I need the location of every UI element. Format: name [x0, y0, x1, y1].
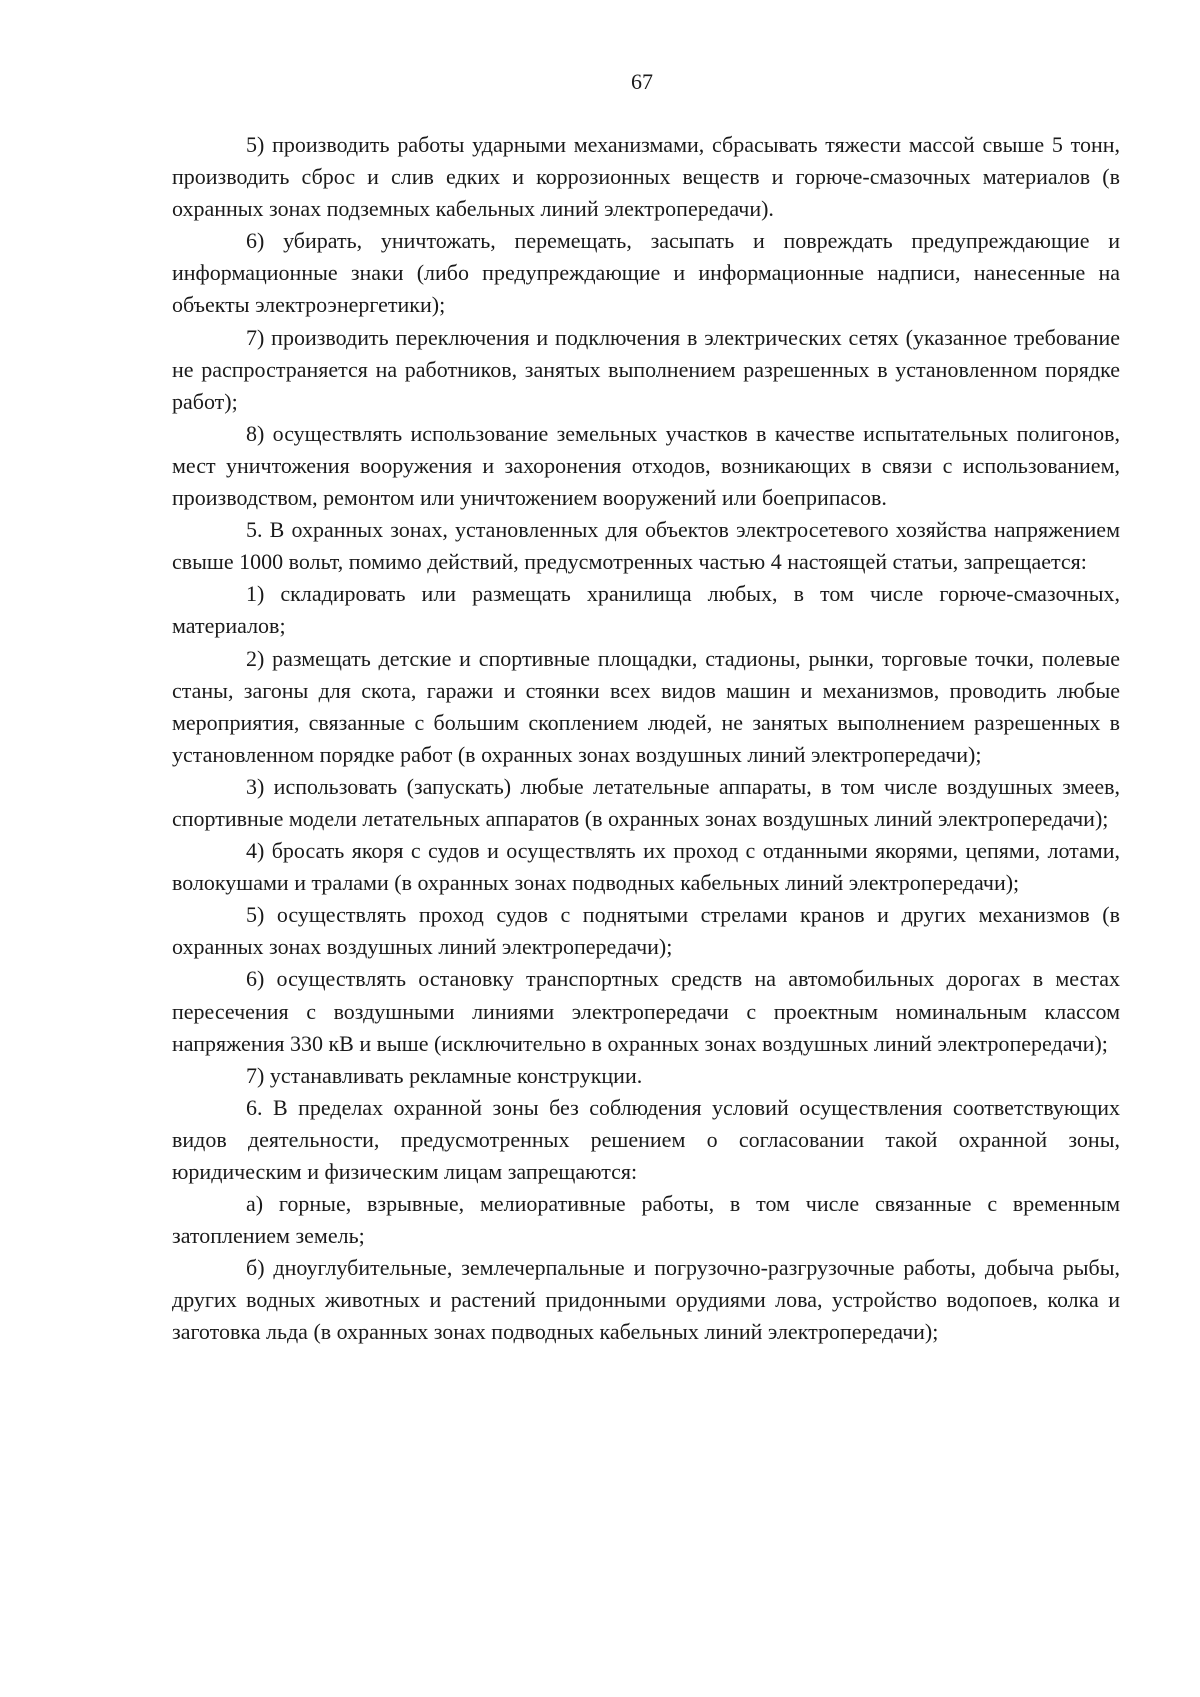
paragraph-5-1: 1) складировать или размещать хранилища любых, в том числе горюче-смазочных, материалов;: [172, 581, 1120, 639]
document-body: [172, 129, 1120, 1349]
paragraph-6-a: а) горные, взрывные, мелиоративные работы, в том числе связанные с временным затоплением земель;: [172, 1191, 1120, 1249]
paragraph-5-7: 7) устанавливать рекламные конструкции.: [246, 1062, 643, 1088]
paragraph-4-6: 6) убирать, уничтожать, перемещать, засыпать и повреждать предупреждающие и информационные знаки (либо предупреждающие и информационные надписи, нанесенные на объекты электроэнергетики);: [172, 228, 1120, 318]
paragraph-4-8: 8) осуществлять использование земельных участков в качестве испытательных полигонов, мест уничтожения вооружения и захоронения отходов, возникающих в связи с использованием, производством, ремонтом или уничтожением вооружений или боеприпасов.: [172, 420, 1120, 511]
paragraph-part-6: 6. В пределах охранной зоны без соблюдения условий осуществления соответствующих видов деятельности, предусмотренных решением о согласовании такой охранной зоны, юридическим и физическим лицам запрещаются:: [172, 1094, 1120, 1184]
paragraph-6-b: б) дноуглубительные, землечерпальные и погрузочно-разгрузочные работы, добыча рыбы, других водных животных и растений придонными орудиями лова, устройство водопоев, колка и заготовка льда (в охранных зонах подводных кабельных линий электропередачи);: [172, 1255, 1120, 1345]
paragraph-5-4: 4) бросать якоря с судов и осуществлять их проход с отданными якорями, цепями, лотами, волокушами и тралами (в охранных зонах подводных кабельных линий электропередачи);: [172, 838, 1120, 896]
paragraph-5-6: 6) осуществлять остановку транспортных средств на автомобильных дорогах в местах пересечения с воздушными линиями электропередачи с проектным номинальным классом напряжения 330 кВ и выше (исключительно в охранных зонах воздушных линий электропередачи);: [172, 966, 1120, 1056]
paragraph-5-2: 2) размещать детские и спортивные площадки, стадионы, рынки, торговые точки, полевые станы, загоны для скота, гаражи и стоянки всех видов машин и механизмов, проводить любые мероприятия, связанные с большим скоплением людей, не занятых выполнением разрешенных в установленном порядке работ (в охранных зонах воздушных линий электропередачи);: [172, 645, 1120, 767]
paragraph-4-5: 5) производить работы ударными механизмами, сбрасывать тяжести массой свыше 5 тонн, производить сброс и слив едких и коррозионных веществ и горюче-смазочных материалов (в охранных зонах подземных кабельных линий электропередачи).: [172, 132, 1120, 222]
paragraph-5-3: 3) использовать (запускать) любые летательные аппараты, в том числе воздушных змеев, спортивные модели летательных аппаратов (в охранных зонах воздушных линий электропередачи);: [172, 773, 1120, 831]
paragraph-5-5: 5) осуществлять проход судов с поднятыми стрелами кранов и других механизмов (в охранных зонах воздушных линий электропередачи);: [172, 902, 1120, 960]
page-number: 67: [631, 69, 653, 94]
paragraph-4-7: 7) производить переключения и подключения в электрических сетях (указанное требование не распространяется на работников, занятых выполнением разрешенных в установленном порядке работ);: [172, 324, 1120, 414]
paragraph-part-5: 5. В охранных зонах, установленных для объектов электросетевого хозяйства напряжением свыше 1000 вольт, помимо действий, предусмотренных частью 4 настоящей статьи, запрещается:: [172, 517, 1120, 575]
